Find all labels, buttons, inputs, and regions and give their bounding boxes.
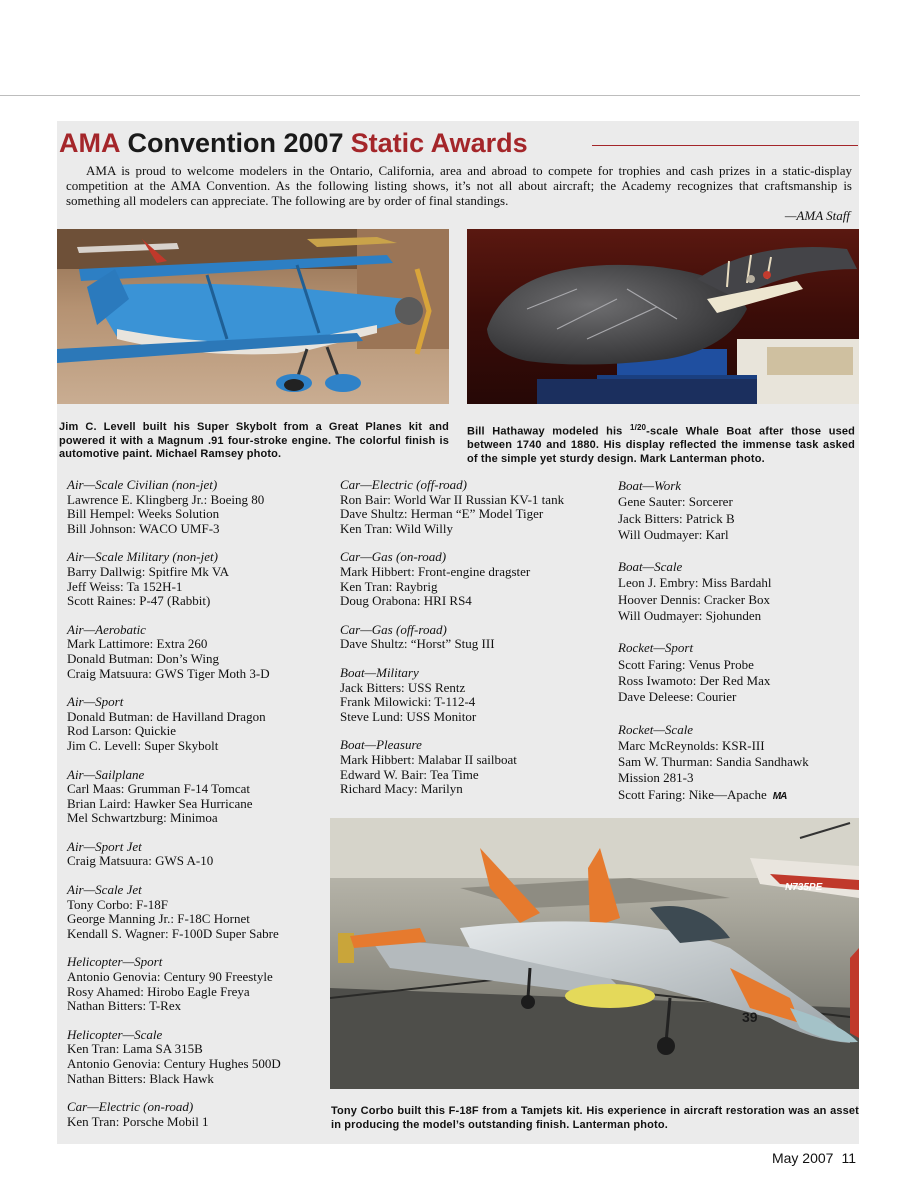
award-entry: Bill Hempel: Weeks Solution xyxy=(67,506,220,522)
award-entry: George Manning Jr.: F-18C Hornet xyxy=(67,911,250,927)
title-part-ama: AMA xyxy=(59,127,121,158)
awards-column-2 xyxy=(340,478,612,797)
award-entry: Doug Orabona: HRI RS4 xyxy=(340,593,472,609)
award-entry: Scott Faring: Venus Probe xyxy=(618,656,754,672)
f18-photo xyxy=(330,818,859,1089)
award-category: Air—Sailplane xyxy=(67,766,145,782)
award-category: Air—Scale Jet xyxy=(67,882,142,898)
award-entry: Will Oudmayer: Sjohunden xyxy=(618,608,762,624)
caption-whaleboat-lead: Bill Hathaway modeled his xyxy=(467,425,630,438)
award-group xyxy=(618,640,858,705)
award-entry: Ken Tran: Lama SA 315B xyxy=(67,1041,203,1057)
award-entry: Donald Butman: Don’s Wing xyxy=(67,650,219,666)
award-group xyxy=(67,955,329,1013)
award-entry: Rosy Ahamed: Hirobo Eagle Freya xyxy=(67,983,250,999)
award-entry: Lawrence E. Klingberg Jr.: Boeing 80 xyxy=(67,491,265,507)
award-entry: Ken Tran: Wild Willy xyxy=(340,520,453,536)
award-entry: Jeff Weiss: Ta 152H-1 xyxy=(67,578,183,594)
award-entry: Craig Matsuura: GWS A-10 xyxy=(67,853,214,869)
award-entry: Carl Maas: Grumman F-14 Tomcat xyxy=(67,781,250,797)
award-group xyxy=(67,883,329,941)
award-group xyxy=(340,550,612,608)
award-group xyxy=(618,478,858,543)
award-group xyxy=(618,722,858,805)
award-group xyxy=(67,695,329,753)
whaleboat-photo xyxy=(467,229,859,404)
page-title xyxy=(59,126,528,160)
award-entry: Dave Deleese: Courier xyxy=(618,689,737,705)
award-category: Air—Scale Military (non-jet) xyxy=(67,549,218,565)
awards-column-1 xyxy=(67,478,329,1129)
award-entry: Barry Dallwig: Spitfire Mk VA xyxy=(67,563,230,579)
award-entry: Ken Tran: Raybrig xyxy=(340,578,438,594)
skybolt-photo xyxy=(57,229,449,404)
award-group xyxy=(618,559,858,624)
award-category: Helicopter—Scale xyxy=(67,1026,163,1042)
caption-whaleboat xyxy=(467,421,855,466)
award-entry: Mark Hibbert: Front-engine dragster xyxy=(340,563,531,579)
award-entry: Jack Bitters: USS Rentz xyxy=(340,679,466,695)
award-group xyxy=(67,1100,329,1129)
award-entry: Tony Corbo: F-18F xyxy=(67,896,168,912)
award-entry: Craig Matsuura: GWS Tiger Moth 3-D xyxy=(67,665,270,681)
award-entry: Dave Shultz: “Horst” Stug III xyxy=(340,636,495,652)
caption-whaleboat-scale: 1/20 xyxy=(629,423,647,432)
page-footer xyxy=(772,1150,856,1166)
award-category: Boat—Work xyxy=(618,478,682,493)
award-category: Car—Gas (on-road) xyxy=(340,549,447,565)
awards-column-3 xyxy=(618,478,858,805)
award-entry: Leon J. Embry: Miss Bardahl xyxy=(618,575,772,591)
award-group xyxy=(340,738,612,796)
award-entry: Ron Bair: World War II Russian KV-1 tank xyxy=(340,491,565,507)
award-category: Air—Sport xyxy=(67,694,124,710)
intro-paragraph: AMA is proud to welcome modelers in the Ontario, California, area and abroad to compete for trophies and cash prizes in a static-display competition at the AMA Convention. As the following listing shows, it’s not all about aircraft; the Academy recognizes that craftsmanship is something all modelers can appreciate. The following are by order of final standings. xyxy=(66,163,852,208)
award-entry: Scott Raines: P-47 (Rabbit) xyxy=(67,593,211,609)
award-entry: Bill Johnson: WACO UMF-3 xyxy=(67,520,220,536)
award-category: Rocket—Sport xyxy=(618,640,694,656)
top-rule xyxy=(0,95,860,96)
award-entry: Ken Tran: Porsche Mobil 1 xyxy=(67,1113,209,1129)
award-entry: Edward W. Bair: Tea Time xyxy=(340,766,479,782)
staff-credit: —AMA Staff xyxy=(784,208,850,223)
award-group xyxy=(67,1028,329,1086)
award-entry: Nathan Bitters: Black Hawk xyxy=(67,1070,214,1086)
award-entry: Nathan Bitters: T-Rex xyxy=(67,998,182,1014)
award-entry: Sam W. Thurman: Sandia Sandhawk xyxy=(618,754,809,770)
award-entry: Mission 281-3 xyxy=(618,770,694,786)
award-entry: Gene Sauter: Sorcerer xyxy=(618,494,733,510)
award-entry: Will Oudmayer: Karl xyxy=(618,526,729,542)
caption-whaleboat-rest: -scale Whale Boat after those used between 1740 and 1880. His display reflected the immense task asked of the simple yet sturdy design. Mark Lanterman photo. xyxy=(467,425,855,465)
award-group xyxy=(67,768,329,826)
award-category: Car—Electric (off-road) xyxy=(340,477,467,492)
award-entry: Antonio Genovia: Century 90 Freestyle xyxy=(67,969,273,985)
award-category: Helicopter—Sport xyxy=(67,954,163,970)
award-entry: Marc McReynolds: KSR-III xyxy=(618,737,765,753)
page-number: 11 xyxy=(841,1150,856,1166)
award-category: Boat—Scale xyxy=(618,559,683,575)
award-category: Air—Sport Jet xyxy=(67,838,142,854)
title-part-static-awards: Static Awards xyxy=(350,127,528,158)
award-group xyxy=(340,666,612,724)
award-entry xyxy=(618,787,858,805)
award-entry: Steve Lund: USS Monitor xyxy=(340,708,477,724)
award-entry: Kendall S. Wagner: F-100D Super Sabre xyxy=(67,925,279,941)
award-entry: Jack Bitters: Patrick B xyxy=(618,510,735,526)
caption-skybolt: Jim C. Levell built his Super Skybolt from a Great Planes kit and powered it with a Magnum .91 four-stroke engine. The colorful finish is automotive paint. Michael Ramsey photo. xyxy=(59,421,449,460)
award-entry: Hoover Dennis: Cracker Box xyxy=(618,591,770,607)
award-group xyxy=(67,840,329,869)
award-entry: Dave Shultz: Herman “E” Model Tiger xyxy=(340,506,544,522)
award-entry: Brian Laird: Hawker Sea Hurricane xyxy=(67,795,253,811)
award-entry: Mark Hibbert: Malabar II sailboat xyxy=(340,751,517,767)
award-category: Boat—Military xyxy=(340,664,419,680)
award-entry: Antonio Genovia: Century Hughes 500D xyxy=(67,1056,281,1071)
award-group xyxy=(67,623,329,681)
award-entry: Donald Butman: de Havilland Dragon xyxy=(67,708,266,724)
award-entry: Ross Iwamoto: Der Red Max xyxy=(618,672,771,688)
background-plane-registration: N735PE xyxy=(785,882,823,893)
award-category: Car—Electric (on-road) xyxy=(67,1099,194,1115)
title-part-convention: Convention 2007 xyxy=(127,127,344,158)
end-mark-logo: MA xyxy=(772,790,787,802)
award-entry: Mel Schwartzburg: Minimoa xyxy=(67,810,218,826)
award-category: Air—Aerobatic xyxy=(67,621,146,637)
award-group xyxy=(340,478,612,536)
award-category: Rocket—Scale xyxy=(618,721,694,737)
award-category: Car—Gas (off-road) xyxy=(340,621,447,637)
award-entry: Mark Lattimore: Extra 260 xyxy=(67,636,208,652)
award-category: Boat—Pleasure xyxy=(340,737,422,753)
award-entry-text: Scott Faring: Nike—Apache xyxy=(618,786,767,802)
award-group xyxy=(67,550,329,608)
award-entry: Frank Milowicki: T-112-4 xyxy=(340,694,476,710)
award-entry: Richard Macy: Marilyn xyxy=(340,781,463,797)
issue-date: May 2007 xyxy=(771,1150,834,1166)
jet-side-number: 39 xyxy=(742,1009,758,1025)
caption-f18: Tony Corbo built this F-18F from a Tamjets kit. His experience in aircraft restoration was an asset in producing the model’s outstanding finish. Lanterman photo. xyxy=(331,1105,859,1131)
award-entry: Rod Larson: Quickie xyxy=(67,723,177,739)
award-group xyxy=(67,478,329,536)
award-group xyxy=(340,623,612,652)
award-entry: Jim C. Levell: Super Skybolt xyxy=(67,737,219,753)
title-rule xyxy=(592,145,858,146)
award-category: Air—Scale Civilian (non-jet) xyxy=(67,477,218,492)
